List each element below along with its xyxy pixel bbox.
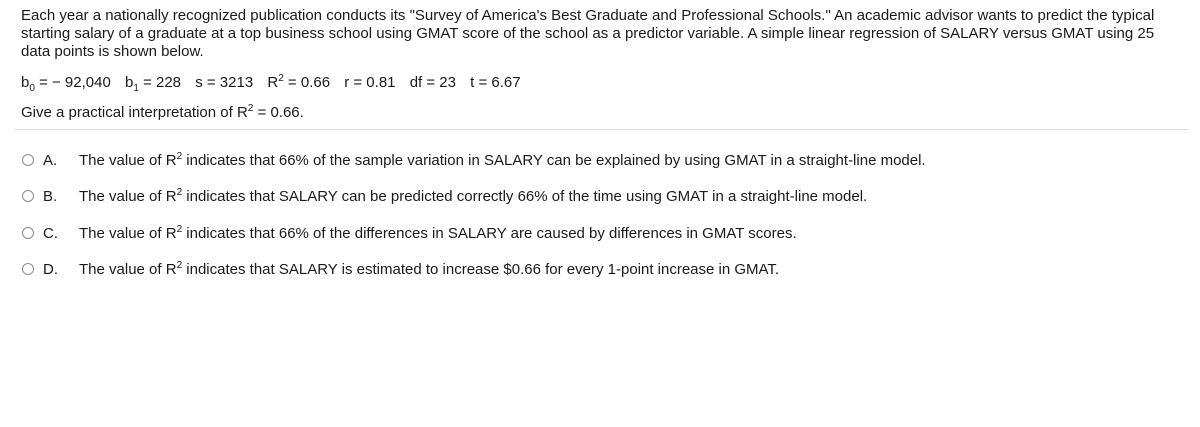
option-a-letter: A. <box>43 151 58 169</box>
stat-df: df = 23 <box>409 74 456 91</box>
question-text: Each year a nationally recognized publication conducts its "Survey of America's Best Graduate and Professional Schools." An academic advisor wants to predict the typical starting salary of a graduate at a top business school using GMAT score of the school as a predictor variable. A simple linear regression of SALARY versus GMAT using 25 data points is shown below. <box>21 7 1155 60</box>
radio-option-b[interactable] <box>22 190 34 202</box>
option-c-text: The value of $R^2$ indicates that 66% of the differences in SALARY are caused by differences in GMAT scores. <box>79 224 797 242</box>
option-a-text: The value of $R^2$ indicates that 66% of the sample variation in SALARY can be explained by using GMAT in a straight-line model. <box>79 151 926 169</box>
option-d-letter: D. <box>43 260 58 278</box>
option-a[interactable] <box>22 148 926 172</box>
radio-option-a[interactable] <box>22 154 34 166</box>
option-d-text: The value of $R^2$ indicates that SALARY is estimated to increase $0.66 for every 1-point increase in GMAT. <box>79 260 780 278</box>
radio-option-d[interactable] <box>22 263 34 275</box>
divider <box>14 129 1189 130</box>
prompt-text: Give a practical interpretation of $R^2 = 0.66$. <box>21 103 304 121</box>
option-c-letter: C. <box>43 224 58 242</box>
option-b-text: The value of $R^2$ indicates that SALARY can be predicted correctly 66% of the time using GMAT in a straight-line model. <box>79 187 868 205</box>
stat-t: t = 6.67 <box>470 74 521 91</box>
stat-r: r = 0.81 <box>344 74 396 91</box>
stat-s: s = 3213 <box>195 74 254 91</box>
stat-b0: $b_0$ = − 92,040 <box>21 74 111 94</box>
option-b[interactable] <box>22 184 867 208</box>
option-c[interactable] <box>22 221 797 245</box>
radio-option-c[interactable] <box>22 227 34 239</box>
option-b-letter: B. <box>43 187 58 205</box>
stat-r2: $R^2 = 0.66$ <box>267 73 331 91</box>
stat-b1: $b_1 = 228$ <box>124 74 182 94</box>
regression-stats <box>21 69 531 99</box>
option-d[interactable] <box>22 257 779 281</box>
